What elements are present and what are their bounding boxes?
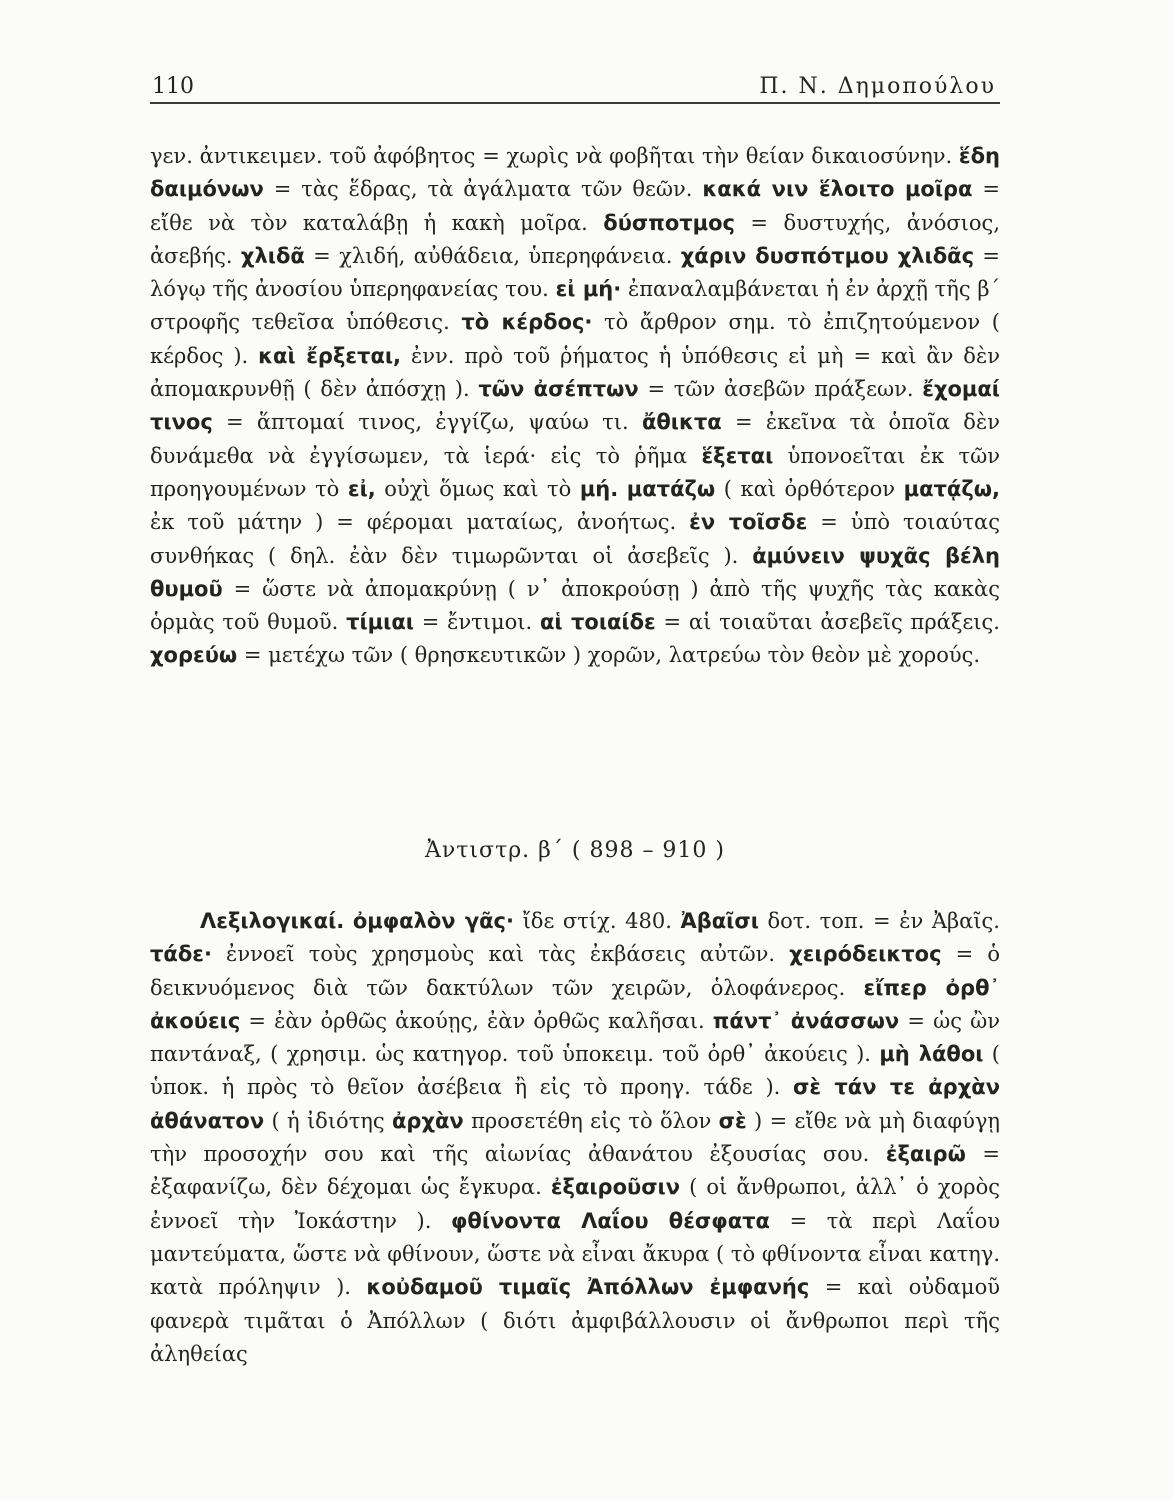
gloss-text: ἐνν. πρὸ τοῦ ῥήματος ἡ ὑπόθεσις εἰ μὴ = καὶ ἂν δὲν ἀπομακρυνθῇ ( δὲν ἀπόσχῃ ).	[150, 343, 1000, 402]
gloss-text: = ἐξαφανίζω, δὲν δέχομαι ὡς ἔγκυρα.	[150, 1142, 1000, 1200]
gloss-text: = ὡς ὢν παντάναξ, ( χρησιμ. ὡς κατηγορ. τοῦ ὑποκειμ. τοῦ ὀρθ᾽ ἀκούεις ).	[150, 1008, 1001, 1067]
gloss-text: δοτ. τοπ. = ἐν Ἀβαῖς.	[758, 909, 1000, 933]
gloss-text: = μετέχω τῶν ( θρησκευτικῶν ) χορῶν, λατρεύω τὸν θεὸν μὲ χορούς.	[237, 643, 981, 668]
gloss-text: ( οἱ ἄνθρωποι, ἀλλ᾽ ὁ χορὸς ἐννοεῖ τὴν Ἰοκάστην ).	[150, 1175, 1000, 1233]
gloss-text: ) = εἴθε νὰ μὴ διαφύγῃ τὴν προσοχήν σου καὶ τῆς αἰωνίας ἀθανάτου ἐξουσίας σου.	[150, 1108, 1000, 1167]
page-header	[150, 66, 1000, 104]
lemma-term: εἰ,	[347, 476, 376, 501]
lemma-term: ἄθικτα	[641, 410, 722, 435]
lemma-term: ἀμύνειν ψυχᾶς βέλη θυμοῦ	[150, 543, 1000, 601]
gloss-text: = τὰς ἕδρας, τὰ ἀγάλματα τῶν θεῶν.	[263, 177, 703, 202]
lemma-term: ἐν τοῖσδε	[689, 510, 808, 535]
gloss-text: = ὑπὸ τοιαύτας συνθήκας ( δηλ. ἐὰν δὲν τιμωρῶνται οἱ ἀσεβεῖς ).	[150, 510, 1000, 568]
section-heading: Ἀντιστρ. β´ ( 898 – 910 )	[425, 838, 725, 863]
gloss-text: τὸ ἄρθρον σημ. τὸ ἐπιζητούμενον ( κέρδος ).	[150, 310, 1001, 368]
lemma-term: ματάζω	[626, 476, 716, 501]
gloss-text: ἐπαναλαμβάνεται ἡ ἐν ἀρχῇ τῆς β´ στροφῆς τεθεῖσα ὑπόθεσις.	[150, 277, 1000, 335]
lemma-term: ματᾴζω,	[903, 476, 1000, 501]
lemma-term: τίμιαι	[346, 610, 414, 635]
gloss-text: = αἱ τοιαῦται ἀσεβεῖς πράξεις.	[655, 610, 1000, 635]
lemma-term: ἐξαιρῶ	[885, 1142, 966, 1167]
gloss-text	[618, 477, 627, 501]
lemma-term: ὀμφαλὸν γᾶς·	[352, 909, 514, 933]
lemma-term: φθίνοντα Λαΐου θέσφατα	[450, 1208, 770, 1233]
lemma-term: Ἀβαῖσι	[680, 909, 759, 933]
gloss-text: ἴδε στίχ. 480.	[513, 909, 681, 933]
lemma-term: χορεύω	[150, 643, 238, 668]
lemma-term: ἔχομαί τινος	[150, 377, 1000, 435]
gloss-text: ( καὶ ὀρθότερον	[715, 476, 904, 501]
lemma-term: χειρόδεικτος	[789, 942, 942, 967]
lemma-term: κακά νιν ἕλοιτο μοῖρα	[702, 177, 973, 202]
gloss-text: ἐκ τοῦ μάτην ) = φέρομαι ματαίως, ἀνοήτως.	[150, 510, 690, 535]
gloss-text: = λόγῳ τῆς ἀνοσίου ὑπερηφανείας του.	[150, 243, 1000, 302]
gloss-text: προσετέθη εἰς τὸ ὅλον	[463, 1108, 719, 1133]
gloss-text: = ὥστε νὰ ἀπομακρύνῃ ( ν᾽ ἀποκρούσῃ ) ἀπὸ τῆς ψυχῆς τὰς κακὰς ὁρμὰς τοῦ θυμοῦ.	[150, 576, 1000, 635]
gloss-text: ἐννοεῖ τοὺς χρησμοὺς καὶ τὰς ἐκβάσεις αὐτῶν.	[211, 942, 790, 967]
gloss-text: = καὶ οὐδαμοῦ φανερὰ τιμᾶται ὁ Ἀπόλλων ( διότι ἀμφιβάλλουσιν οἱ ἄνθρωποι περὶ τῆς ἀληθείας	[150, 1275, 1000, 1366]
page-number: 110	[152, 74, 194, 99]
gloss-text: = δυστυχής, ἀνόσιος, ἀσεβής.	[150, 210, 1000, 268]
lemma-term: τῶν ἀσέπτων	[478, 377, 639, 402]
lemma-term: μή.	[579, 476, 619, 501]
lemma-term: πάντ᾽ ἀνάσσων	[712, 1008, 900, 1033]
lemma-term: ἀρχὰν	[392, 1108, 464, 1133]
lemma-term: Λεξιλογικαί.	[200, 909, 345, 933]
lemma-term: αἱ τοιαίδε	[539, 610, 656, 635]
lemma-term: μὴ λάθοι	[879, 1042, 984, 1067]
lemma-term: χλιδᾶ	[240, 243, 305, 268]
gloss-text: = ἔντιμοι.	[413, 610, 540, 635]
lemma-term: καὶ ἔρξεται,	[258, 343, 402, 368]
gloss-text: ὑπονοεῖται ἐκ τῶν προηγουμένων τὸ	[150, 443, 1000, 501]
lemma-term: ἕδη δαιμόνων	[150, 144, 1000, 202]
gloss-text: = ἅπτομαί τινος, ἐγγίζω, ψαύω τι.	[212, 410, 642, 435]
commentary-paragraph-1	[150, 140, 1000, 673]
commentary-paragraph-2	[150, 905, 1000, 1371]
gloss-text: = τῶν ἀσεβῶν πράξεων.	[638, 377, 923, 402]
gloss-text: ( ὑποκ. ἡ πρὸς τὸ θεῖον ἀσέβεια ἢ εἰς τὸ προηγ. τάδε ).	[150, 1042, 1000, 1100]
gloss-text: οὐχὶ ὅμως καὶ τὸ	[375, 476, 580, 501]
lemma-term: ἐξαιροῦσιν	[550, 1175, 681, 1200]
lemma-term: δύσποτμος	[603, 210, 735, 235]
lemma-term: χάριν δυσπότμου χλιδᾶς	[680, 243, 975, 268]
lemma-term: σὲ τάν τε ἀρχὰν ἀθάνατον	[150, 1075, 1000, 1133]
gloss-text: = τὰ περὶ Λαΐου μαντεύματα, ὥστε νὰ φθίνουν, ὥστε νὰ εἶναι ἄκυρα ( τὸ φθίνοντα εἶναι κατηγ. κατὰ πρόληψιν ).	[150, 1208, 1000, 1300]
gloss-text: γεν. ἀντικειμεν. τοῦ ἀφόβητος = χωρὶς νὰ φοβῆται τὴν θείαν δικαιοσύνην.	[150, 144, 959, 168]
lemma-term: τὸ κέρδος·	[461, 310, 593, 335]
lemma-term: σὲ	[718, 1108, 747, 1133]
gloss-text: = ὁ δεικνυόμενος διὰ τῶν δακτύλων τῶν χειρῶν, ὁλοφάνερος.	[150, 942, 1000, 1000]
lemma-term: εἴπερ ὀρθ᾽ ἀκούεις	[150, 975, 1001, 1033]
gloss-text: = ἐκεῖνα τὰ ὁποῖα δὲν δυνάμεθα νὰ ἐγγίσωμεν, τὰ ἱερά· εἰς τὸ ῥῆμα	[150, 410, 1000, 468]
gloss-text: = χλιδή, αὐθάδεια, ὑπερηφάνεια.	[304, 243, 681, 268]
lemma-term: κοὐδαμοῦ τιμαῖς Ἀπόλλων ἐμφανής	[366, 1275, 810, 1300]
gloss-text	[344, 909, 353, 933]
gloss-text: = ἐὰν ὀρθῶς ἀκούῃς, ἐὰν ὀρθῶς καλῆσαι.	[240, 1008, 713, 1033]
lemma-term: ἕξεται	[701, 443, 774, 468]
running-title: Π. Ν. Δημοπούλου	[759, 74, 996, 99]
gloss-text: ( ἡ ἰδιότης	[264, 1108, 392, 1133]
lemma-term: εἰ μή·	[555, 277, 622, 302]
gloss-text: = εἴθε νὰ τὸν καταλάβῃ ἡ κακὴ μοῖρα.	[150, 177, 1000, 235]
lemma-term: τάδε·	[150, 942, 212, 967]
